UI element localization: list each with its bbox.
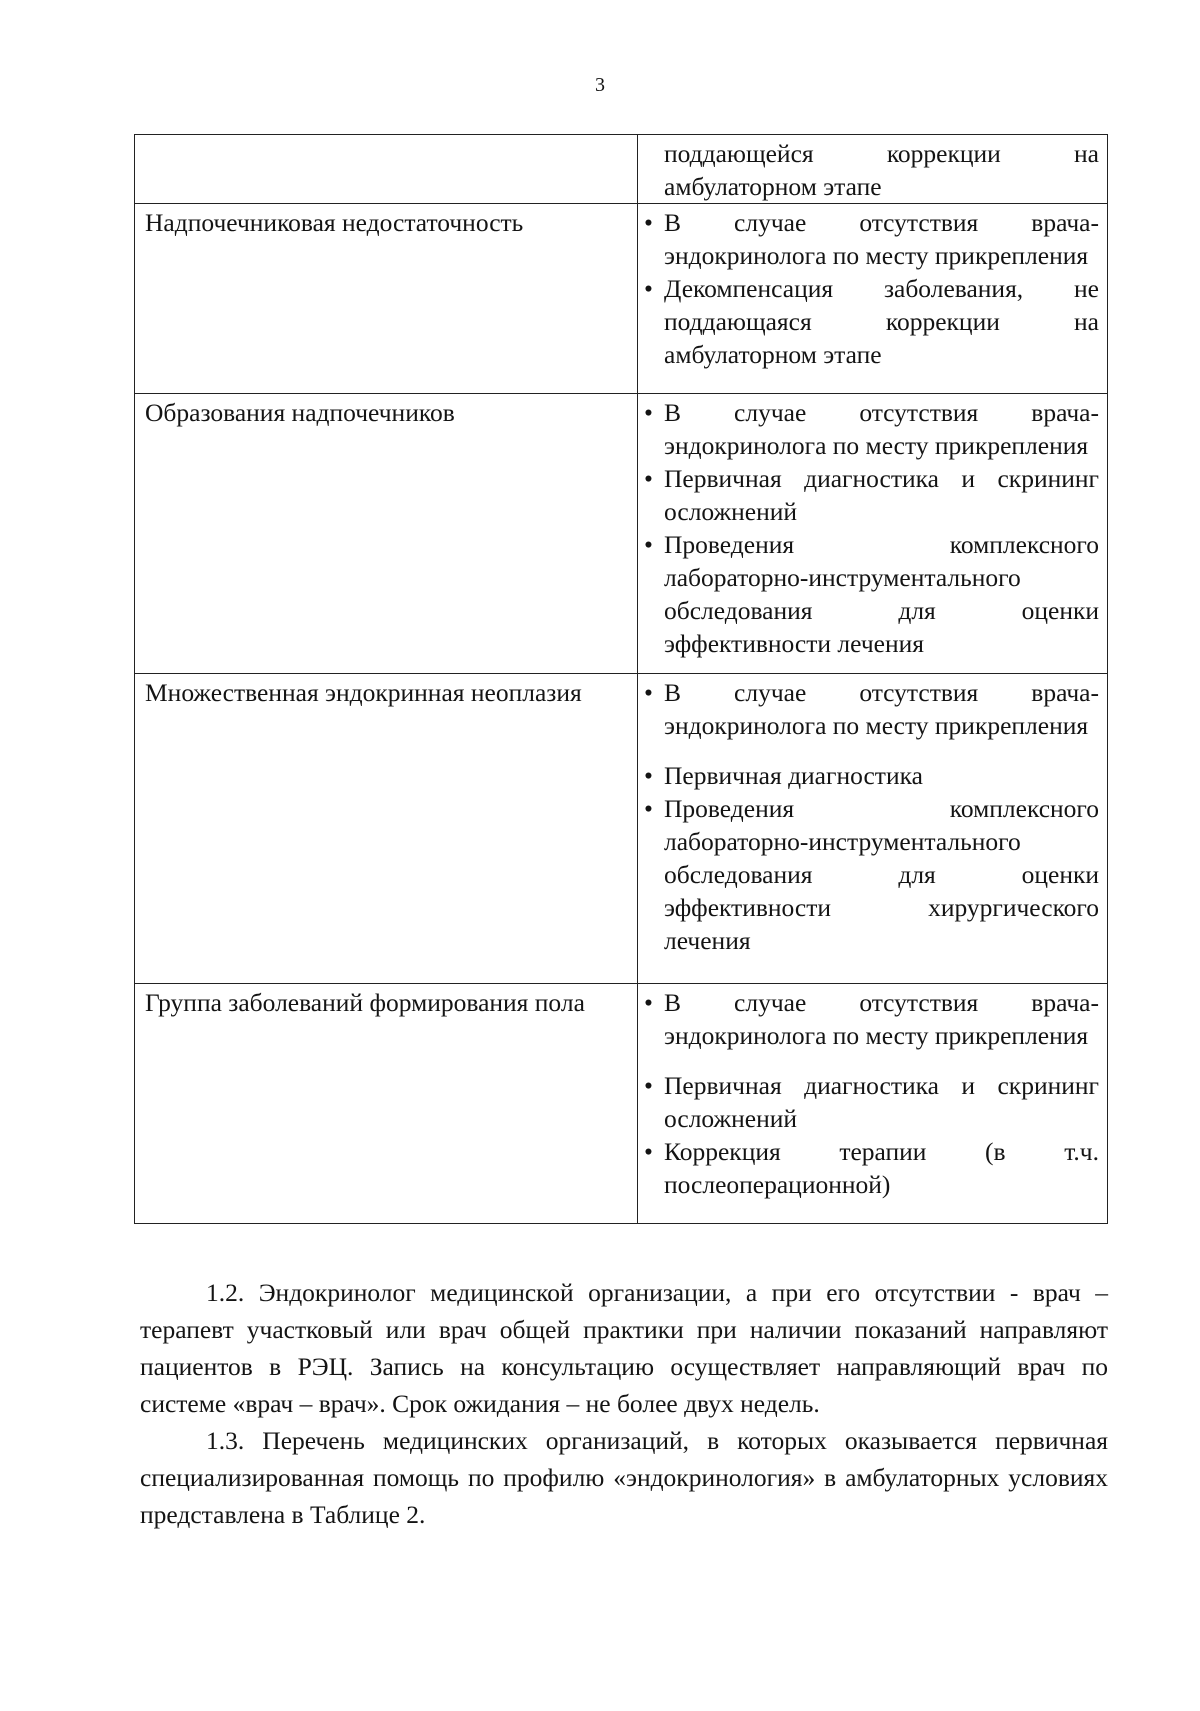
indication-text: Первичная диагностика и скрининг осложнений [664, 1071, 1099, 1133]
bullet-icon: • [644, 1137, 653, 1166]
indication-text: Коррекция терапии (в т.ч. послеоперационной) [664, 1137, 1099, 1199]
condition-cell: Группа заболеваний формирования пола [135, 984, 638, 1224]
bullet-icon: • [644, 761, 653, 790]
condition-cell [135, 135, 638, 204]
indication-item [638, 676, 1099, 742]
continued-indication: поддающейся коррекции на амбулаторном этапе [664, 139, 1099, 201]
bullet-icon: • [644, 794, 653, 823]
bullet-icon: • [644, 988, 653, 1017]
indication-item [638, 986, 1099, 1052]
indication-item [638, 272, 1099, 371]
indication-item [638, 396, 1099, 462]
indication-text: В случае отсутствия врача-эндокринолога по месту прикрепления [664, 678, 1099, 740]
indication-text: Проведения комплексного лабораторно-инструментального обследования для оценки эффективности хирургического лечения [664, 794, 1099, 955]
page-number: 3 [595, 74, 605, 96]
indication-text: Первичная диагностика [664, 761, 923, 790]
indication-list [638, 206, 1099, 371]
indication-text: Декомпенсация заболевания, не поддающаяся коррекции на амбулаторном этапе [664, 274, 1099, 369]
bullet-icon: • [644, 678, 653, 707]
bullet-icon: • [644, 464, 653, 493]
indication-text: Первичная диагностика и скрининг осложнений [664, 464, 1099, 526]
indication-item [638, 462, 1099, 528]
table-row [135, 674, 1108, 984]
indication-item [638, 1135, 1099, 1201]
indications-cell [638, 135, 1108, 204]
paragraph-1-2: 1.2. Эндокринолог медицинской организации, а при его отсутствии - врач – терапевт участковый или врач общей практики при наличии показаний направляют пациентов в РЭЦ. Запись на консультацию осуществляет направляющий врач по системе «врач – врач». Срок ожидания – не более двух недель. [140, 1278, 1108, 1418]
indications-cell [638, 204, 1108, 394]
condition-cell: Надпочечниковая недостаточность [135, 204, 638, 394]
indication-text: В случае отсутствия врача-эндокринолога по месту прикрепления [664, 398, 1099, 460]
table-row [135, 204, 1108, 394]
paragraph-1-3: 1.3. Перечень медицинских организаций, в которых оказывается первичная специализированная помощь по профилю «эндокринология» в амбулаторных условиях представлена в Таблице 2. [140, 1426, 1108, 1529]
indication-item [638, 206, 1099, 272]
indication-item [638, 792, 1099, 957]
indications-cell [638, 984, 1108, 1224]
table-row [135, 394, 1108, 674]
indication-text: В случае отсутствия врача-эндокринолога по месту прикрепления [664, 208, 1099, 270]
bullet-icon: • [644, 208, 653, 237]
condition-cell: Образования надпочечников [135, 394, 638, 674]
indication-item [638, 1069, 1099, 1135]
indication-list [638, 676, 1099, 957]
bullet-icon: • [644, 274, 653, 303]
table-row [135, 135, 1108, 204]
referral-indications-table [134, 134, 1108, 1224]
indication-text: Проведения комплексного лабораторно-инструментального обследования для оценки эффективности лечения [664, 530, 1099, 658]
indication-list [638, 396, 1099, 660]
bullet-icon: • [644, 1071, 653, 1100]
indications-cell [638, 674, 1108, 984]
indication-item [638, 528, 1099, 660]
indication-text: В случае отсутствия врача-эндокринолога по месту прикрепления [664, 988, 1099, 1050]
indications-cell [638, 394, 1108, 674]
condition-cell: Множественная эндокринная неоплазия [135, 674, 638, 984]
table-row [135, 984, 1108, 1224]
indication-item [638, 759, 1099, 792]
indication-list [638, 986, 1099, 1201]
bullet-icon: • [644, 530, 653, 559]
bullet-icon: • [644, 398, 653, 427]
